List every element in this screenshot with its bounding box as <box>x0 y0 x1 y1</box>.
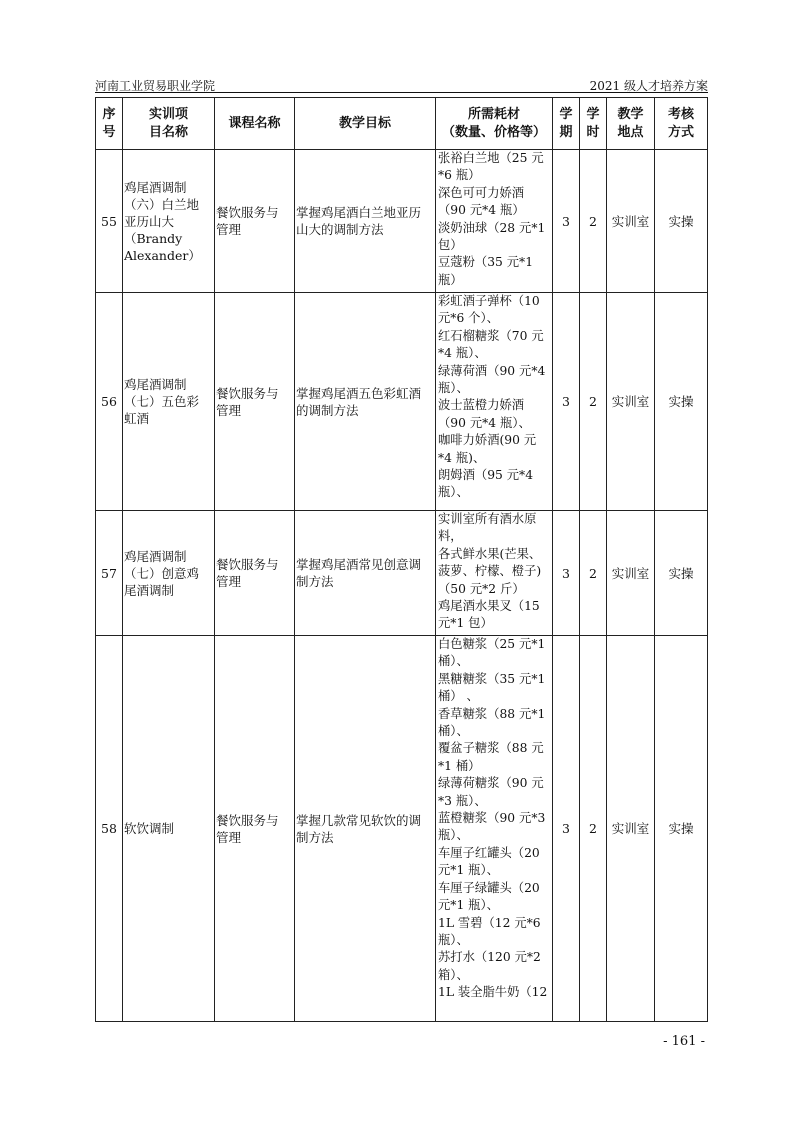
header-divider <box>95 92 708 93</box>
exam-method: 实操 <box>655 511 708 636</box>
header-plan-title: 2021 级人才培养方案 <box>589 79 708 93</box>
col-header-term: 学 期 <box>553 98 580 150</box>
term-value: 3 <box>553 511 580 636</box>
hours-value: 2 <box>580 511 607 636</box>
place-value: 实训室 <box>607 511 655 636</box>
materials-list: 彩虹酒子弹杯（10 元*6 个）、 红石榴糖浆（70 元 *4 瓶）、 绿薄荷酒（90 元*4 瓶）、 波士蓝橙力娇酒 （90 元*4 瓶）、 咖啡力娇酒(90 元 *4 瓶)、 朗姆酒（95 元*4 瓶）、 <box>436 293 553 511</box>
term-value: 3 <box>553 150 580 293</box>
hours-value: 2 <box>580 636 607 1022</box>
page-number: - 161 - <box>663 1034 705 1049</box>
place-value: 实训室 <box>607 293 655 511</box>
materials-list: 张裕白兰地（25 元 *6 瓶） 深色可可力娇酒 （90 元*4 瓶） 淡奶油球（28 元*1 包） 豆蔻粉（35 元*1 瓶） <box>436 150 553 293</box>
table-row <box>96 150 708 293</box>
row-number: 55 <box>96 150 123 293</box>
project-name: 鸡尾酒调制 （七）创意鸡 尾酒调制 <box>123 511 215 636</box>
course-name: 餐饮服务与 管理 <box>215 150 295 293</box>
term-value: 3 <box>553 293 580 511</box>
exam-method: 实操 <box>655 636 708 1022</box>
col-header-hours: 学 时 <box>580 98 607 150</box>
place-value: 实训室 <box>607 150 655 293</box>
course-name: 餐饮服务与 管理 <box>215 511 295 636</box>
row-number: 56 <box>96 293 123 511</box>
table-row <box>96 511 708 636</box>
project-name: 鸡尾酒调制 （六）白兰地 亚历山大 （Brandy Alexander） <box>123 150 215 293</box>
row-number: 57 <box>96 511 123 636</box>
col-header-materials: 所需耗材 （数量、价格等） <box>436 98 553 150</box>
hours-value: 2 <box>580 293 607 511</box>
table-header-row <box>96 98 708 150</box>
project-name: 鸡尾酒调制 （七）五色彩 虹酒 <box>123 293 215 511</box>
teaching-goal: 掌握鸡尾酒五色彩虹酒 的调制方法 <box>295 293 436 511</box>
place-value: 实训室 <box>607 636 655 1022</box>
project-name: 软饮调制 <box>123 636 215 1022</box>
col-header-no: 序 号 <box>96 98 123 150</box>
hours-value: 2 <box>580 150 607 293</box>
row-number: 58 <box>96 636 123 1022</box>
col-header-place: 教学 地点 <box>607 98 655 150</box>
page-header <box>95 77 708 93</box>
term-value: 3 <box>553 636 580 1022</box>
table-row <box>96 636 708 1022</box>
training-table <box>95 97 708 1022</box>
teaching-goal: 掌握鸡尾酒常见创意调 制方法 <box>295 511 436 636</box>
materials-list: 实训室所有酒水原 料， 各式鲜水果(芒果、 菠萝、柠檬、橙子) （50 元*2 斤） 鸡尾酒水果叉（15 元*1 包） <box>436 511 553 636</box>
col-header-goal: 教学目标 <box>295 98 436 150</box>
course-name: 餐饮服务与 管理 <box>215 636 295 1022</box>
header-school-name: 河南工业贸易职业学院 <box>95 79 216 93</box>
col-header-course: 课程名称 <box>215 98 295 150</box>
exam-method: 实操 <box>655 293 708 511</box>
materials-list: 白色糖浆（25 元*1 桶）、 黑糖糖浆（35 元*1 桶） 、 香草糖浆（88 元*1 桶）、 覆盆子糖浆（88 元 *1 桶） 绿薄荷糖浆（90 元 *3 瓶）、 蓝橙糖浆（90 元*3 瓶）、 车厘子红罐头（20 元*1 瓶）、 车厘子绿罐头（20 元*1 瓶）、 1L 雪碧（12 元*6 瓶）、 苏打水（120 元*2 箱）、 1L 装全脂牛奶（12 <box>436 636 553 1022</box>
table-row <box>96 293 708 511</box>
col-header-exam: 考核 方式 <box>655 98 708 150</box>
teaching-goal: 掌握几款常见软饮的调 制方法 <box>295 636 436 1022</box>
course-name: 餐饮服务与 管理 <box>215 293 295 511</box>
exam-method: 实操 <box>655 150 708 293</box>
col-header-project: 实训项 目名称 <box>123 98 215 150</box>
teaching-goal: 掌握鸡尾酒白兰地亚历 山大的调制方法 <box>295 150 436 293</box>
